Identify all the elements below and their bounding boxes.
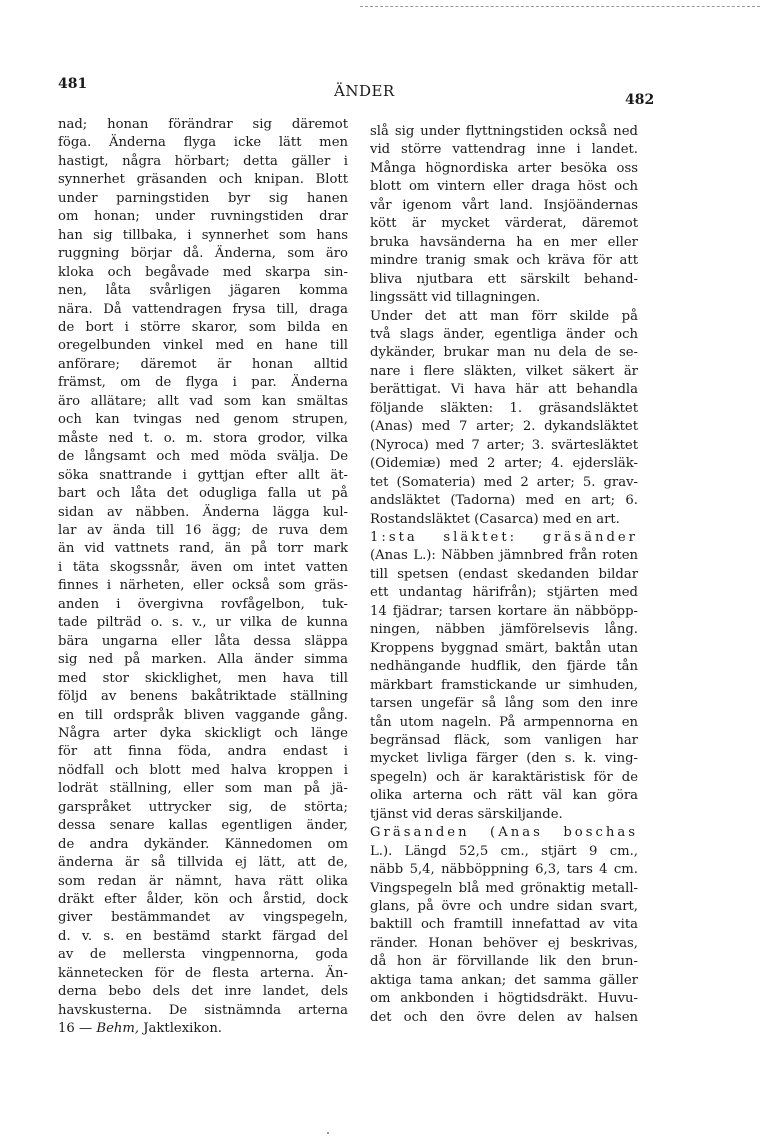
text-line: derna bebo dels det inre landet, dels	[58, 984, 348, 1000]
text-line: andsläktet (Tadorna) med en art; 6.	[370, 493, 638, 509]
text-line: (Anas L.): Näbben jämnbred från roten	[370, 548, 638, 564]
footnote	[58, 1020, 348, 1038]
text-line: ett undantag härifrån); stjärten med	[370, 585, 638, 601]
text-line: (Nyroca) med 7 arter; 3. svärtesläktet	[370, 437, 638, 453]
page-speck	[327, 1132, 329, 1134]
text-line: baktill och framtill innefattad av vita	[370, 917, 638, 933]
text-line: 14 fjädrar; tarsen kortare än näbböpp-	[370, 603, 638, 619]
text-line: dräkt efter ålder, kön och årstid, dock	[58, 892, 348, 908]
text-line: märkbart framstickande ur simhuden,	[370, 677, 638, 693]
top-edge-line	[360, 6, 760, 7]
text-line: under parningstiden byr sig hanen	[58, 190, 348, 206]
text-line: näbb 5,4, näbböppning 6,3, tars 4 cm.	[370, 862, 638, 878]
text-line: de bort i större skaror, som bilda en	[58, 319, 348, 335]
text-line: främst, om de flyga i par. Änderna	[58, 375, 348, 391]
text-line: vid större vattendrag inne i landet.	[370, 142, 638, 158]
text-line: som redan är nämnt, hava rätt olika	[58, 873, 348, 889]
text-line: nad; honan förändrar sig däremot	[58, 117, 348, 132]
text-line: oregelbunden vinkel med en hane till	[58, 338, 348, 354]
text-line: kloka och begåvade med skarpa sin-	[58, 264, 348, 280]
text-line: två slags änder, egentliga änder och	[370, 326, 638, 342]
text-line: anden i övergivna rovfågelbon, tuk-	[58, 596, 348, 612]
text-line: och kan tvingas ned genom strupen,	[58, 412, 348, 428]
text-line: nen, låta svårligen jägaren komma	[58, 283, 348, 299]
text-line: havskusterna. De sistnämnda arterna	[58, 1002, 348, 1018]
text-line: för att finna föda, andra endast i	[58, 744, 348, 760]
text-line: L.). Längd 52,5 cm., stjärt 9 cm.,	[370, 843, 638, 859]
text-line: dessa senare kallas egentligen änder,	[58, 818, 348, 834]
text-line: blott om vintern eller draga höst och	[370, 179, 638, 195]
text-line: mycket livliga färger (den s. k. ving-	[370, 751, 638, 767]
text-line: tarsen ungefär så lång som den inre	[370, 696, 638, 712]
text-line: Många högnordiska arter besöka oss	[370, 160, 638, 176]
text-line: anförare; däremot är honan alltid	[58, 356, 348, 372]
text-line: han sig tillbaka, i synnerhet som hans	[58, 227, 348, 243]
text-line: begränsad fläck, som vanligen har	[370, 732, 638, 748]
text-line: olika arterna och rätt väl kan göra	[370, 788, 638, 804]
text-line: (Anas) med 7 arter; 2. dykandsläktet	[370, 419, 638, 435]
text-line: (Oidemiæ) med 2 arter; 4. ejdersläk-	[370, 456, 638, 472]
footnote-author: Behm,	[96, 1021, 140, 1037]
right-page-number: 482	[625, 92, 655, 108]
text-line: tån utom nageln. På armpennorna en	[370, 714, 638, 730]
text-line: lar av ända till 16 ägg; de ruva dem	[58, 522, 348, 538]
text-line: Under det att man förr skilde på	[370, 308, 638, 324]
text-line: slå sig under flyttningstiden också ned	[370, 124, 638, 139]
text-line: tjänst vid deras särskiljande.	[370, 806, 563, 822]
footnote-prefix: 16 —	[58, 1021, 93, 1037]
text-line: nödfall och blott med halva kroppen i	[58, 762, 348, 778]
text-line: nära. Då vattendragen frysa till, draga	[58, 301, 348, 317]
text-line: än vid vattnets rand, än på torr mark	[58, 541, 348, 557]
text-line: giver bestämmandet av vingspegeln,	[58, 910, 348, 926]
text-line: hastigt, några hörbart; detta gäller i	[58, 153, 348, 169]
text-line: 1:sta släktet: gräsänder	[370, 529, 638, 545]
text-line: finnes i närheten, eller också som gräs-	[58, 578, 348, 594]
text-line: tade pilträd o. s. v., ur vilka de kunna	[58, 615, 348, 631]
text-line: garspråket uttrycker sig, de störta;	[58, 799, 348, 815]
text-line: om ankbonden i högtidsdräkt. Huvu-	[370, 991, 638, 1007]
text-line: nare i flere släkten, vilket säkert är	[370, 363, 638, 379]
text-line: spegeln) och är karaktäristisk för de	[370, 769, 638, 785]
text-line: kött är mycket värderat, däremot	[370, 216, 638, 232]
text-line: berättigat. Vi hava här att behandla	[370, 382, 638, 398]
text-line: föga. Änderna flyga icke lätt men	[58, 135, 348, 151]
text-line: en till ordspråk bliven vaggande gång.	[58, 707, 348, 723]
text-line: Några arter dyka skickligt och länge	[58, 725, 348, 741]
text-line: lingssätt vid tillagningen.	[370, 290, 541, 306]
text-line: tet (Somateria) med 2 arter; 5. grav-	[370, 474, 638, 490]
text-line: de andra dykänder. Kännedomen om	[58, 836, 348, 852]
text-line: Kroppens byggnad smärt, baktån utan	[370, 640, 638, 656]
text-line: bära ungarna eller låta dessa släppa	[58, 633, 348, 649]
text-line: om honan; under ruvningstiden drar	[58, 209, 348, 225]
text-line: följd av benens bakåtriktade ställning	[58, 689, 348, 705]
text-line: Gräsanden (Anas boschas	[370, 825, 638, 841]
text-line: måste ned t. o. m. stora grodor, vilka	[58, 430, 348, 446]
text-line: dykänder, brukar man nu dela de se-	[370, 345, 638, 361]
left-page-number: 481	[58, 76, 88, 92]
text-line: äro allätare; allt vad som kan smältas	[58, 393, 348, 409]
text-line: ruggning börjar då. Änderna, som äro	[58, 246, 348, 262]
text-line: bliva njutbara ett särskilt behand-	[370, 271, 638, 287]
text-line: ningen, näbben jämförelsevis lång.	[370, 622, 638, 638]
text-line: till spetsen (endast skedanden bildar	[370, 566, 638, 582]
text-line: synnerhet gräsanden och knipan. Blott	[58, 172, 348, 188]
text-line: glans, på övre och undre sidan svart,	[370, 899, 638, 915]
text-line: kännetecken för de flesta arterna. Än-	[58, 965, 348, 981]
text-line: sig ned på marken. Alla änder simma	[58, 652, 348, 668]
text-line: mindre tranig smak och kräva för att	[370, 253, 638, 269]
text-line: bruka havsänderna ha en mer eller	[370, 234, 638, 250]
left-column	[58, 116, 348, 1039]
text-line: vår igenom vårt land. Insjöändernas	[370, 197, 638, 213]
text-line: Vingspegeln blå med grönaktig metall-	[370, 880, 638, 896]
text-line: bart och låta det odugliga falla ut på	[58, 486, 348, 502]
text-line: ränder. Honan behöver ej beskrivas,	[370, 935, 638, 951]
text-line: nedhängande hudflik, den fjärde tån	[370, 659, 638, 675]
text-line: änderna är så tillvida ej lätt, att de,	[58, 855, 348, 871]
text-line: söka snattrande i gyttjan efter allt ät-	[58, 467, 348, 483]
running-title: ÄNDER	[334, 82, 395, 100]
footnote-title: Jaktlexikon.	[143, 1021, 222, 1037]
text-line: lodrät ställning, eller som man på jä-	[58, 781, 348, 797]
text-line: det och den övre delen av halsen	[370, 1009, 638, 1025]
text-line: Rostandsläktet (Casarca) med en art.	[370, 511, 620, 527]
text-line: av de mellersta vingpennorna, goda	[58, 947, 348, 963]
text-line: följande släkten: 1. gräsandsläktet	[370, 400, 638, 416]
text-line: d. v. s. en bestämd starkt färgad del	[58, 928, 348, 944]
text-line: de långsamt och med möda svälja. De	[58, 449, 348, 465]
text-line: aktiga tama ankan; det samma gäller	[370, 972, 638, 988]
text-line: då hon är förvillande lik den brun-	[370, 954, 638, 970]
right-column	[370, 123, 638, 1027]
text-line: i täta skogssnår, även om intet vatten	[58, 559, 348, 575]
text-line: med stor skicklighet, men hava till	[58, 670, 348, 686]
text-line: sidan av näbben. Änderna lägga kul-	[58, 504, 348, 520]
